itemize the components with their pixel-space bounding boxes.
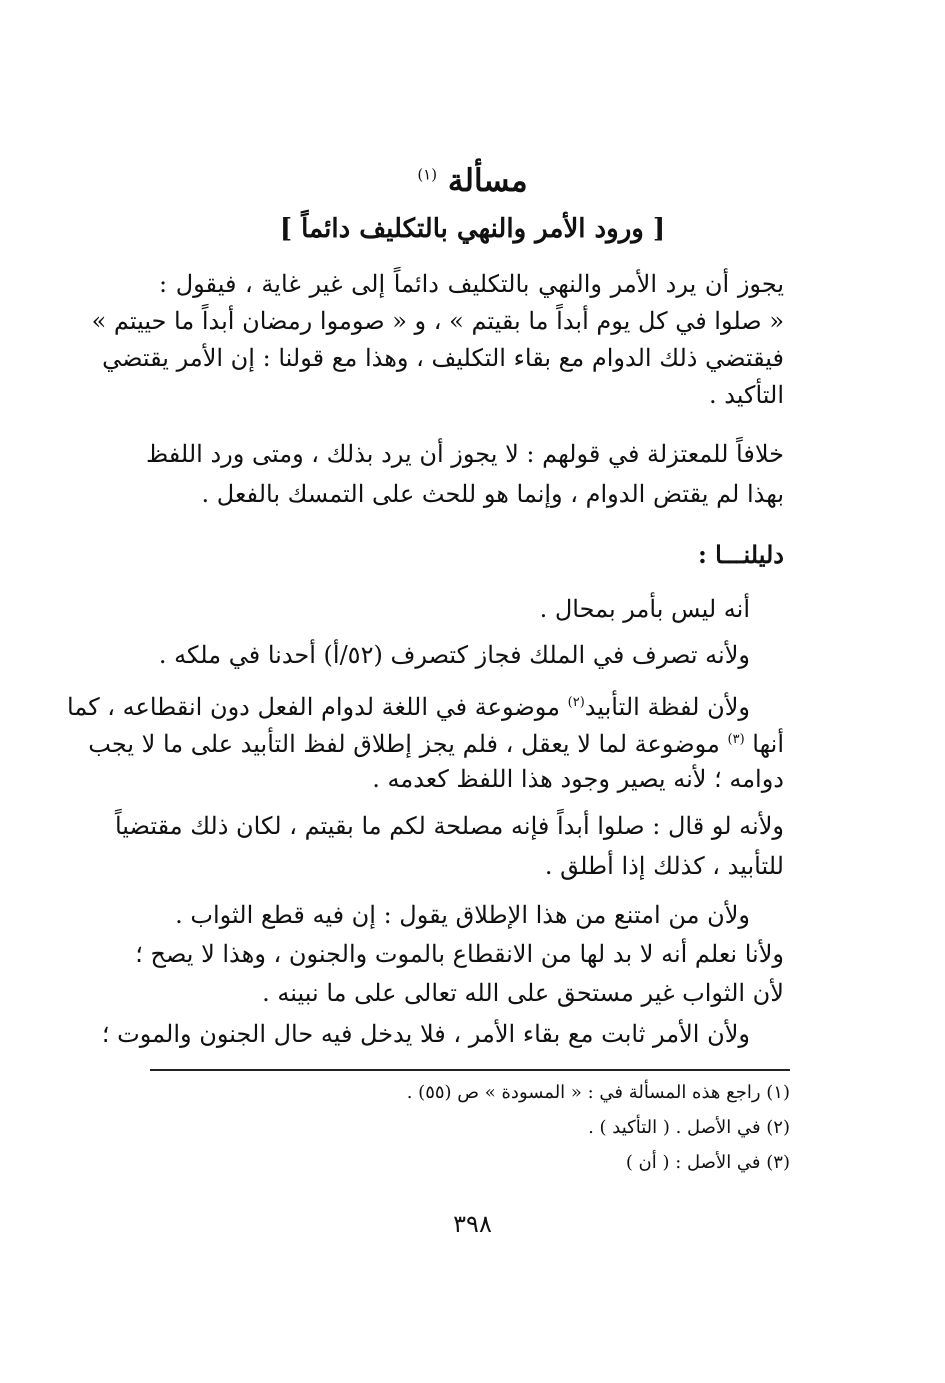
footnote: (٣) في الأصل : ( أن ): [625, 1152, 790, 1173]
page-subtitle: [ ورود الأمر والنهي بالتكليف دائماً ]: [279, 214, 666, 244]
paragraph-line: التأكيد .: [708, 381, 784, 409]
evidence-heading: دليلنـــا :: [697, 540, 784, 569]
paragraph-line: « صلوا في كل يوم أبداً ما بقيتم » ، و « صوموا رمضان أبداً ما حييتم »: [91, 307, 784, 335]
text-run: أنها: [744, 730, 784, 758]
paragraph-line: فيقتضي ذلك الدوام مع بقاء التكليف ، وهذا مع قولنا : إن الأمر يقتضي: [102, 344, 784, 372]
paragraph-line: ولأن الأمر ثابت مع بقاء الأمر ، فلا يدخل فيه حال الجنون والموت ؛: [101, 1020, 750, 1048]
paragraph-line: خلافاً للمعتزلة في قولهم : لا يجوز أن يرد بذلك ، ومتى ورد اللفظ: [146, 440, 784, 468]
paragraph-line: [67, 685, 750, 725]
paragraph-line: للتأبيد ، كذلك إذا أطلق .: [544, 852, 784, 880]
footnote-marker: (٢): [567, 695, 585, 710]
title-text: مسألة: [447, 163, 528, 199]
paragraph-line: ولأنا نعلم أنه لا بد لها من الانقطاع بالموت والجنون ، وهذا لا يصح ؛: [135, 940, 784, 968]
paragraph-line: بهذا لم يقتض الدوام ، وإنما هو للحث على التمسك بالفعل .: [201, 480, 784, 508]
title-footnote-marker: (١): [417, 165, 438, 184]
footnote-separator: [150, 1069, 790, 1071]
paragraph-line: ولأنه تصرف في الملك فجاز كتصرف (٥٢/أ) أحدنا في ملكه .: [158, 641, 750, 669]
footnote: (٢) في الأصل . ( التأكيد ) .: [588, 1117, 790, 1138]
text-run: موضوعة في اللغة لدوام الفعل دون انقطاعه ، كما: [67, 693, 568, 721]
page-number: ٣٩٨: [453, 1210, 492, 1238]
footnote-marker: (٣): [727, 732, 745, 747]
paragraph-line: ولأن من امتنع من هذا الإطلاق يقول : إن فيه قطع الثواب .: [175, 901, 750, 929]
text-run: ولأن لفظة التأبيد: [584, 693, 750, 721]
paragraph-line: [88, 722, 784, 762]
paragraph-line: يجوز أن يرد الأمر والنهي بالتكليف دائماً إلى غير غاية ، فيقول :: [159, 270, 784, 298]
footnote: (١) راجع هذه المسألة في : « المسودة » ص (٥٥) .: [406, 1082, 790, 1103]
paragraph-line: ولأنه لو قال : صلوا أبداً فإنه مصلحة لكم ما بقيتم ، لكان ذلك مقتضياً: [114, 812, 784, 840]
paragraph-line: أنه ليس بأمر بمحال .: [539, 595, 750, 623]
text-run: موضوعة لما لا يعقل ، فلم يجز إطلاق لفظ التأبيد على ما لا يجب: [88, 730, 728, 758]
paragraph-line: دوامه ؛ لأنه يصير وجود هذا اللفظ كعدمه .: [372, 765, 784, 793]
page-title: [0, 163, 945, 199]
paragraph-line: لأن الثواب غير مستحق على الله تعالى على ما نبينه .: [262, 979, 784, 1007]
